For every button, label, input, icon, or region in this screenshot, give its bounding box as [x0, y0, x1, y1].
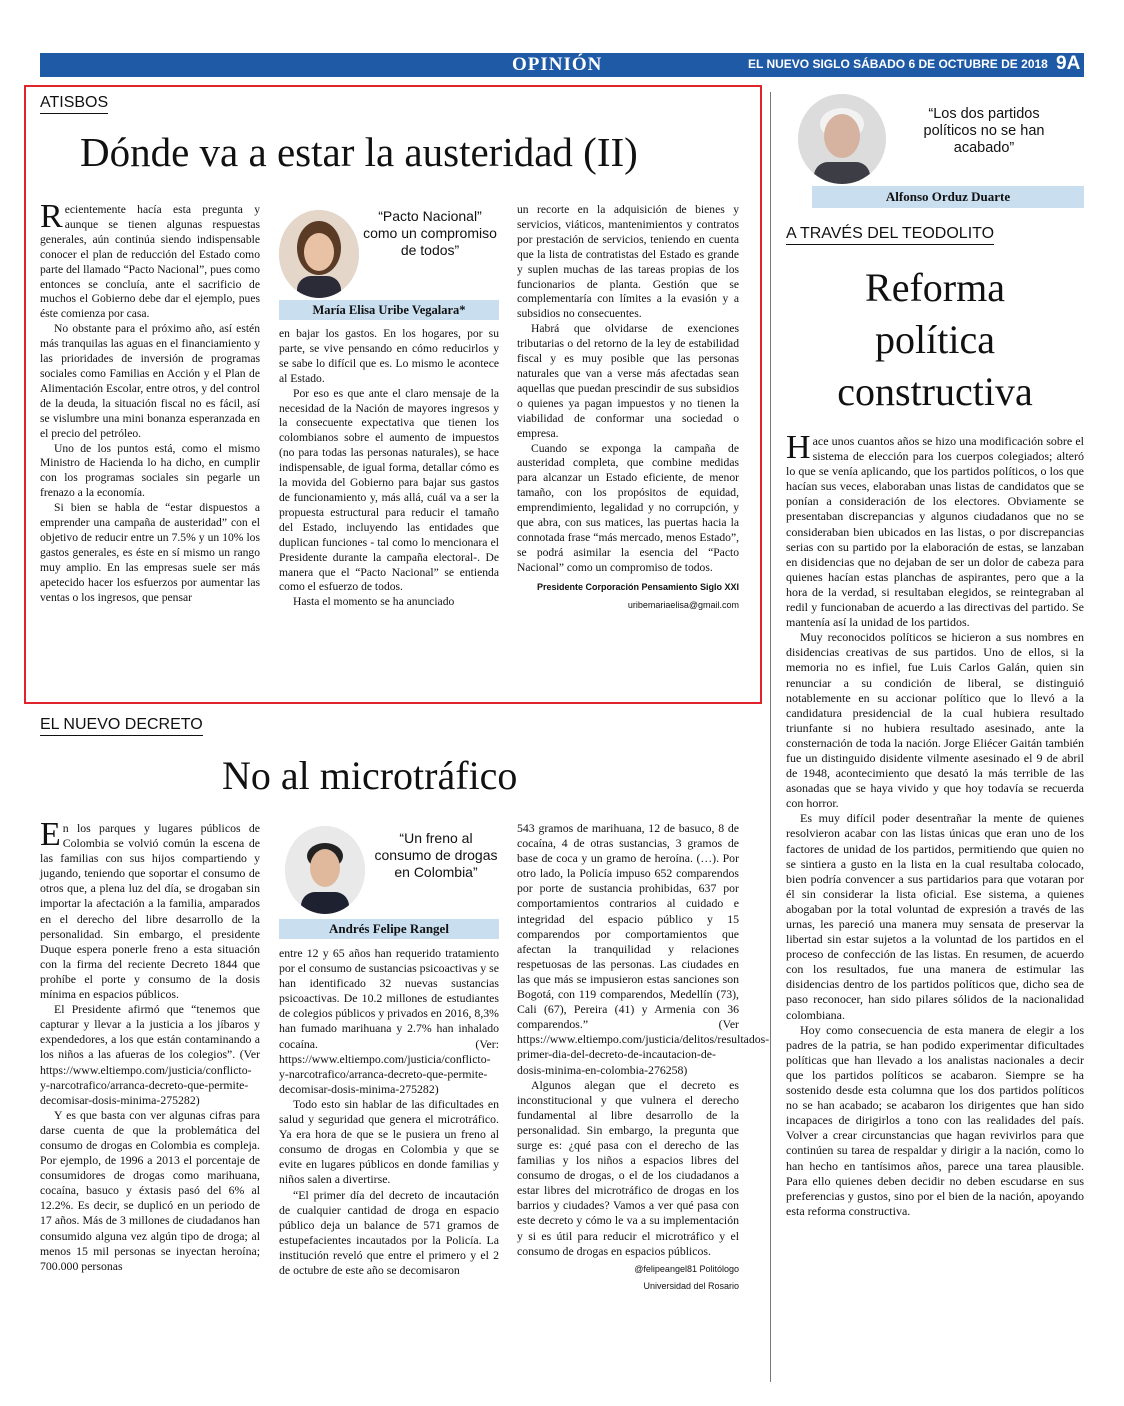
dropcap: R	[40, 198, 63, 235]
article3-affiliation: Universidad del Rosario	[643, 1280, 739, 1291]
article3-paragraph: El Presidente afirmó que “tenemos que capturar y llevar a la justicia a los jíbaros y expendedores, a los que están contaminando a los niños a las afueras de los colegios”. (Ver https://www.eltiempo.com/justicia/conflicto-y-narcotrafico/arranca-decreto-que-permite-decomisar-dosis-minima-275282)	[40, 1002, 260, 1107]
column-divider	[770, 92, 771, 1382]
article2-title-line: política	[875, 317, 995, 362]
article1-paragraph: Si bien se habla de “estar dispuestos a emprender una campaña de austeridad” con el objetivo de reducir entre un 7.5% y un 10% los gastos generales, es éste en sí mismo un rango muy amplio. En las empresas suele ser más apetecido hacer los esfuerzos por aumentar las ventas o los ingresos, que pensar	[40, 501, 260, 604]
section-title: OPINIÓN	[512, 54, 603, 75]
article2-body	[786, 429, 1084, 1219]
article1-email: uribemariaelisa@gmail.com	[627, 599, 739, 610]
dropcap: E	[40, 816, 61, 853]
author-photo	[285, 826, 365, 914]
article3-author-box	[279, 822, 499, 941]
article1-author-name: María Elisa Uribe Vegalara*	[279, 300, 499, 320]
article2-paragraph: Hace unos cuantos años se hizo una modificación sobre el sistema de elección para los cuerpos colegiados; alteró lo que se venía aplicando, que los partidos políticos, o los que hacían sus veces, elaboraban unas listas de candidatos que se ponían a consideración de los electores. Obviamente se presentaban discrepancias y algunos ciudadanos que no se consideraban bien ubicados en las listas, o por discrepancias serias con su partido por la elaboración de estas, se lanzaban en disidencias que no dejaban de ser un dolor de cabeza para quienes hacían estas planchas de aspirantes, pero que a la hora de la verdad, si resultaban elegidos, se reintegraban al redil y funcionaban de acuerdo a las directivas del partido. Se mantenía así la unidad de los partidos.	[786, 429, 1084, 630]
article3-column-3	[517, 821, 770, 1294]
article3-signature: @felipeangel81 Politólogo	[634, 1263, 739, 1274]
article2-title-line: Reforma	[865, 265, 1005, 310]
article1-paragraph: Habrá que olvidarse de exenciones tributarias o del retorno de la ley de estabilidad fiscal y es muy posible que las personas naturales que van a verse más afectadas sean aquellas que puedan prescindir de sus subsidios o quienes ya pagan impuestos y no tienen la viabilidad de conformar una sociedad o empresa.	[517, 322, 739, 440]
author-photo	[279, 210, 359, 298]
article1-author-box	[279, 206, 499, 323]
article3-paragraph: Algunos alegan que el decreto es inconstitucional y que vulnera el derecho fundamental al libre desarrollo de la personalidad. Sin embargo, la pregunta que surge es: ¿qué pasa con el derecho de las familias y los niños a espacios libres del consumo de drogas, o el de los ciudadanos a estar libres del microtráfico de drogas en los barrios y ciudades? Vamos a ver qué pasa con este decreto y cómo le va a su implementación y si es útil para reducir el microtráfico y el consumo de drogas en espacios públicos.	[517, 1077, 739, 1258]
article2-author-box	[786, 92, 1084, 208]
article1-paragraph: en bajar los gastos. En los hogares, por su parte, se vive pensando en cómo reducirlos y se sabe lo difícil que es. Lo mismo le acontece al Estado.	[279, 327, 499, 385]
article2-kicker: A TRAVÉS DEL TEODOLITO	[786, 225, 994, 245]
article3-paragraph: Y es que basta con ver algunas cifras para darse cuenta de que la problemática del consumo de drogas en Colombia es compleja. Por ejemplo, de 1996 a 2013 el porcentaje de consumidores de drogas como marihuana, cocaína, basuco y éxtasis pasó del 6% al 12.2%. Es decir, se duplicó en un periodo de 17 años. Más de 3 millones de ciudadanos han consumido alguna vez algún tipo de droga; al menos 15 mil personas se inyectan heroína; 700.000 personas	[40, 1107, 260, 1273]
article1-column-1	[40, 198, 260, 605]
article3-column-2	[279, 946, 499, 1278]
article1-paragraph: un recorte en la adquisición de bienes y servicios, viáticos, mantenimientos y contratos por prestación de servicios, teniendo en cuenta que la lista de contratistas del Estado es grande y suplen muchas de las tareas propias de los funcionarios de planta. Gestión que se complementaría con límites a la evasión y a subsidios no consecuentes.	[517, 203, 739, 321]
article2-pull-quote: “Los dos partidos políticos no se han acabado”	[923, 106, 1045, 156]
article2-author-name: Alfonso Orduz Duarte	[812, 186, 1084, 208]
man-portrait-icon	[285, 826, 365, 914]
article2-paragraph: Hoy como consecuencia de esta manera de elegir a los padres de la patria, se han podido experimentar dificultades políticas que han llevado a los analistas nacionales a decir que los partidos políticos se acabaron. Siempre se ha sostenido desde esta columna que los dos partidos políticos no se han acabado; se acabaron los dirigentes que han sido incapaces de dirigirlos a tono con las realidades del país. Volver a crear circunstancias que hagan revivirlos para que continúen su tarea de respaldar y dirigir a la nación, como lo han hecho en tantísimos años, parece una tarea plausible. Para ello quienes deben decidir no deben escudarse en sus preferencias y gustos, sino por el bien de la nación, apoyando esta reforma constructiva.	[786, 1022, 1084, 1218]
article1-paragraph: Uno de los puntos está, como el mismo Ministro de Hacienda lo ha dicho, en cumplir con los programas sociales sin pegarle un frenazo a la economía.	[40, 441, 260, 500]
article1-title: Dónde va a estar la austeridad (II)	[80, 129, 638, 175]
article1-kicker: ATISBOS	[40, 94, 108, 114]
article1-paragraph: No obstante para el próximo año, así estén más tranquilas las aguas en el financiamiento y las prioridades de inversión de programas sociales como Familias en Acción y el Plan de Alimentación Escolar, entre otros, y del control de la deuda, la situación fiscal no es fácil, así se vislumbre una mini bonanza esperanzada en el precio del petróleo.	[40, 322, 260, 440]
article3-column-1	[40, 816, 260, 1274]
article1-signature: Presidente Corporación Pensamiento Siglo XXI	[536, 581, 739, 592]
article1-paragraph: Recientemente hacía esta pregunta y aunque se tienen algunas respuestas generales, aún continúa siendo indispensable conocer el plan de reducción del Estado como parte del llamado “Pacto Nacional”, pues como entonces se concluía, ante el sacrificio de muchos el Gobierno debe dar el ejemplo, pues éste comienza por casa.	[40, 198, 260, 321]
article3-paragraph: 543 gramos de marihuana, 12 de basuco, 8 de cocaína, 4 de otras sustancias, 3 gramos de base de coca y un gramo de heroína. (…). Por otro lado, la Policía impuso 652 comparendos por porte de sustancia prohibidas, 637 por comportamientos contrarios al cuidado e integridad del espacio público y 15 comparendos por comportamientos que afectan la tranquilidad y relaciones respetuosas de las personas. Las ciudades en las que más se impusieron estas sanciones son Bogotá, con 119 comparendos, Medellín (73), Cali (67), Pereira (41) y Armenia con 36 comparendos.” (Ver https://www.eltiempo.com/justicia/delitos/resultados-primer-dia-del-decreto-de-incautacion-de-dosis-minima-en-colombia-276258)	[517, 821, 770, 1077]
man-portrait-icon	[798, 94, 886, 184]
article2-title-line: constructiva	[837, 369, 1033, 414]
article1-paragraph: Cuando se exponga la campaña de austeridad completa, que combine medidas para alcanzar un Estado eficiente, de menor tamaño, con los propósitos de equidad, emprendimiento, legalidad y no corrupción, y que abra, con sus matices, las puertas hacia la connotada frase “más mercado, menos Estado”, se podrá asimilar la esencia del “Pacto Nacional” como un compromiso de todos.	[517, 441, 739, 574]
woman-portrait-icon	[279, 210, 359, 298]
dropcap: H	[786, 429, 811, 466]
article3-author-name: Andrés Felipe Rangel	[279, 919, 499, 939]
article1-paragraph: Por eso es que ante el claro mensaje de la necesidad de la Nación de mayores ingresos y la consecuente expectativa que tienen los colombianos sobre el aumento de impuestos (no para todas las personas naturales), se hace indispensable, de igual forma, detallar cómo es la movida del Gobierno para bajar sus gastos de funcionamiento y, más allá, cuál va a ser la propuesta estructural para reducir el tamaño del Estado, incluyendo las entidades que duplican funciones - tal como lo mencionara el Presidente durante la campaña electoral-. De manera que el “Pacto Nacional” se entienda como el esfuerzo de todos.	[279, 386, 499, 594]
author-photo	[798, 94, 886, 184]
article2-paragraph: Es muy difícil poder desentrañar la mente de quienes resolvieron acabar con las listas únicas que eran uno de los factores de unidad de los partidos, permitiendo que quien no se sintiera a gusto en la lista en la cual resultaba colocado, bien podría convencer a sus partidarios para que votaran por él sin considerar la lista oficial. Ese sistema, a quienes abogaban por la total voluntad de expresión a través de las urnas, les pareció una manera muy sensata de preservar la libertad sin estar sujetos a la voluntad de los partidos en el proceso de confección de las listas. En resumen, de acuerdo con los resultados, fue una manera de estimular las disidencias dentro de los partidos políticos que, dicho sea de paso reconocer, han sido pilares sólidos de la nacionalidad colombiana.	[786, 811, 1084, 1022]
article3-pull-quote: “Un freno al consumo de drogas en Colombia”	[374, 830, 498, 880]
article3-title: No al microtráfico	[222, 753, 518, 798]
masthead-date: EL NUEVO SIGLO SÁBADO 6 DE OCTUBRE DE 2018	[748, 57, 1048, 71]
article3-paragraph: entre 12 y 65 años han requerido tratamiento por el consumo de sustancias psicoactivas y se han identificado 32 nuevas sustancias psicoactivas. De 10.2 millones de estudiantes de colegios públicos y privados en 2016, 8,3% han fumado marihuana y 2.7% han inhalado cocaína. (Ver: https://www.eltiempo.com/justicia/conflicto-y-narcotrafico/arranca-decreto-que-permite-decomisar-dosis-minima-275282)	[279, 946, 499, 1096]
page-number: 9A	[1056, 53, 1081, 74]
article2-title	[786, 262, 1084, 418]
article1-paragraph: Hasta el momento se ha anunciado	[293, 595, 455, 609]
article1-column-2	[279, 327, 499, 610]
article3-paragraph: Todo esto sin hablar de las dificultades en salud y seguridad que genera el microtráfico. Ya era hora de que se le pusiera un freno al consumo de drogas en Colombia y que se evite en lugares públicos en donde familias y niños salen a divertirse.	[279, 1096, 499, 1187]
article1-pull-quote: “Pacto Nacional” como un compromiso de todos”	[363, 208, 497, 258]
article3-kicker: EL NUEVO DECRETO	[40, 716, 203, 736]
article3-paragraph: En los parques y lugares públicos de Colombia se volvió común la escena de las familias con sus hijos compartiendo y jugando, teniendo que soportar el consumo de otros que, a plena luz del día, se drogaban sin importar la afectación a la familia, amparados en el derecho del libre desarrollo de la personalidad. Sin embargo, el presidente Duque espera ponerle freno a esta situación con la firma del reciente Decreto 1844 que prohíbe el porte y consumo de la dosis mínima en espacios públicos.	[40, 816, 260, 1002]
article2-paragraph: Muy reconocidos políticos se hicieron a sus nombres en disidencias creativas de sus partidos. Uno de ellos, si la memoria no es infiel, fue Luis Carlos Galán, quien sin renunciar a su condición de liberal, se distinguió notablemente en su accionar político que lo llevó a la candidatura presidencial de la cual hubiera resultado triunfante si no hubiera resultado asesinado, ante la consternación de toda la nación. Jorge Eliécer Gaitán también fue un distinguido disidente vilmente asesinado el 9 de abril de 1948, acontecimiento que desató la más terrible de las asonadas que se haya vivido y que hoy todavía se recuerda con horror.	[786, 630, 1084, 811]
article1-column-3	[517, 203, 739, 612]
article3-paragraph: “El primer día del decreto de incautación de cualquier cantidad de droga en espacio público deja un balance de 571 gramos de estupefacientes incautados por la Policía. La institución reveló que entre el primero y el 2 de octubre de este año se decomisaron	[279, 1187, 499, 1277]
section-header-bar	[40, 53, 1084, 77]
